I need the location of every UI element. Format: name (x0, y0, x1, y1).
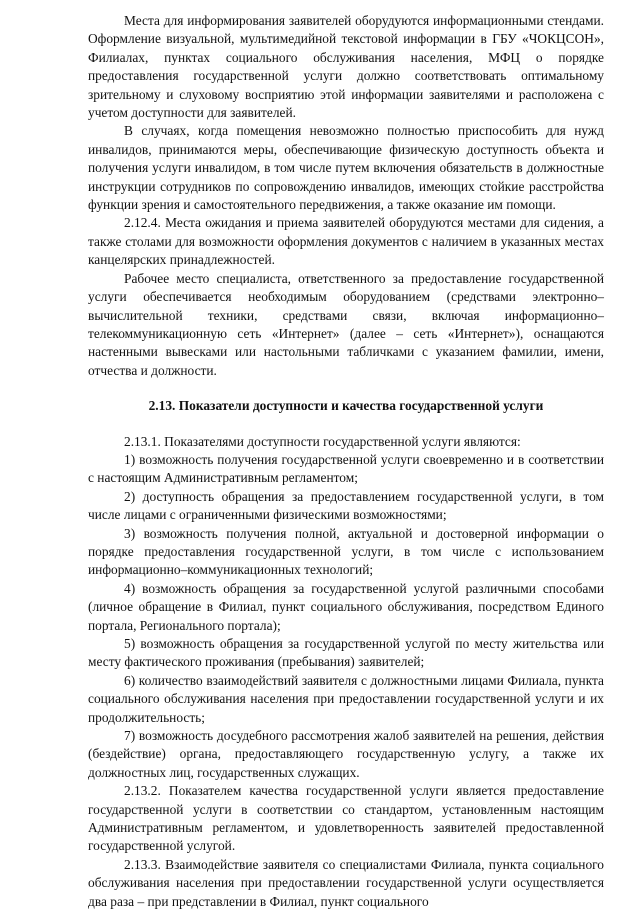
list-item-5: 5) возможность обращения за государственной услугой по месту жительства или месту фактического проживания (пребывания) заявителей; (88, 636, 604, 670)
list-item-3: 3) возможность получения полной, актуальной и достоверной информации о порядке предоставления государственной услуги, в том числе с использованием информационно–коммуникационных технологий; (88, 525, 604, 578)
paragraph-workplace: Рабочее место специалиста, ответственного за предоставление государственной услуги обеспечивается необходимым оборудованием (средствами электронно–вычислительной техники, средствами связи, включая информационно–телекоммуникационную сеть «Интернет» (далее – сеть «Интернет»), оснащаются настенными вывесками или настольными табличками с указанием фамилии, имени, отчества и должности. (88, 270, 604, 378)
section-heading-2-13: 2.13. Показатели доступности и качества государственной услуги (148, 398, 544, 414)
list-item-4: 4) возможность обращения за государственной услугой различными способами (личное обращение в Филиал, пункт социального обслуживания, посредством Единого портала, Регионального портала); (88, 580, 604, 633)
list-item-6: 6) количество взаимодействий заявителя с должностными лицами Филиала, пункта социального обслуживания населения при предоставлении государственной услуги и их продолжительность; (88, 672, 604, 725)
paragraph-2-13-2: 2.13.2. Показателем качества государственной услуги является предоставление государственной услуги в соответствии со стандартом, установленным настоящим Административным регламентом, и удовлетворенность заявителей предоставленной государственной услугой. (88, 783, 604, 854)
paragraph-2-12-4: 2.12.4. Места ожидания и приема заявителей оборудуются местами для сидения, а также столами для возможности оформления документов с наличием в указанных местах канцелярских принадлежностей. (88, 215, 604, 268)
list-item-7: 7) возможность досудебного рассмотрения жалоб заявителей на решения, действия (бездействие) органа, предоставляющего государственную услугу, а также их должностных лиц, государственных служащих. (88, 728, 604, 780)
document-page (88, 12, 604, 911)
paragraph-2-13-1: 2.13.1. Показателями доступности государственной услуги являются: (124, 433, 521, 449)
paragraph-info-stands: Места для информирования заявителей оборудуются информационными стендами. Оформление визуальной, мультимедийной текстовой информации в ГБУ «ЧОКЦСОН», Филиалах, пунктах социального обслуживания населения, МФЦ о порядке предоставления государственной услуги должно соответствовать оптимальному зрительному и слуховому восприятию этой информации заявителями и расположена с учетом доступности для заявителей. (88, 13, 604, 121)
list-item-1: 1) возможность получения государственной услуги своевременно и в соответствии с настоящим Административным регламентом; (88, 451, 604, 486)
list-item-2: 2) доступность обращения за предоставлением государственной услуги, в том числе лицами с ограниченными физическими возможностями; (88, 488, 604, 523)
paragraph-2-13-3: 2.13.3. Взаимодействие заявителя со специалистами Филиала, пункта социального обслуживания населения при предоставлении государственной услуги осуществляется два раза – при представлении в Филиал, пункт социального (88, 856, 604, 909)
paragraph-disabled-access: В случаях, когда помещения невозможно полностью приспособить для нужд инвалидов, принимаются меры, обеспечивающие физическую доступность объекта и получения услуги инвалидом, в том числе путем включения обязательств в должностные инструкции сотрудников по сопровождению инвалидов, имеющих стойкие расстройства функции зрения и самостоятельного передвижения, а также оказание им помощи. (88, 123, 604, 213)
